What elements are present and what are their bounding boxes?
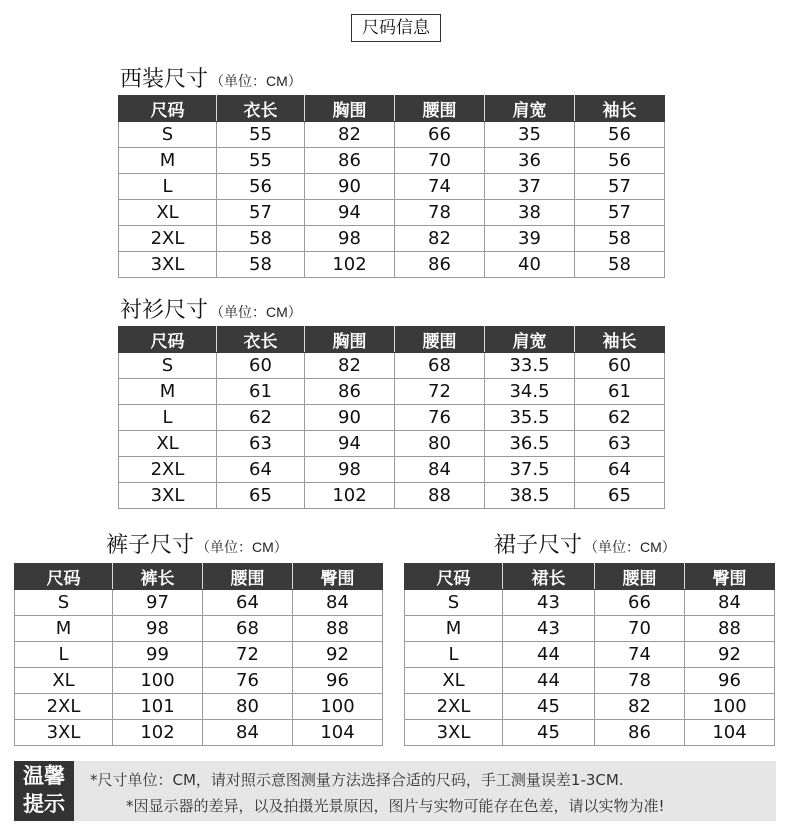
measurement-cell: 64 [203, 590, 293, 616]
measurement-cell: 72 [203, 642, 293, 668]
measurement-cell: 61 [217, 379, 305, 405]
size-cell: M [405, 616, 503, 642]
pants-unit-label: （单位：CM） [196, 539, 288, 555]
size-cell: L [15, 642, 113, 668]
measurement-cell: 72 [395, 379, 485, 405]
measurement-cell: 58 [217, 226, 305, 252]
measurement-cell: 84 [203, 720, 293, 746]
measurement-cell: 88 [685, 616, 775, 642]
size-cell: L [119, 405, 217, 431]
column-header: 衣长 [217, 96, 305, 122]
measurement-cell: 43 [503, 616, 595, 642]
measurement-cell: 56 [217, 174, 305, 200]
measurement-cell: 61 [575, 379, 665, 405]
notice-line-2: *因显示器的差异，以及拍摄光景原因，图片与实物可能存在色差，请以实物为准! [126, 797, 665, 815]
size-cell: S [405, 590, 503, 616]
column-header: 裙长 [503, 564, 595, 590]
measurement-cell: 76 [395, 405, 485, 431]
measurement-cell: 58 [217, 252, 305, 278]
table-row [15, 720, 383, 746]
notice-badge-line2: 提示 [23, 793, 65, 816]
size-cell: 3XL [119, 483, 217, 509]
table-header-row [119, 96, 665, 122]
shirt-size-table [118, 326, 665, 509]
size-cell: S [119, 353, 217, 379]
table-row [119, 226, 665, 252]
size-cell: XL [119, 431, 217, 457]
measurement-cell: 63 [575, 431, 665, 457]
column-header: 腰围 [595, 564, 685, 590]
shirt-title-text: 衬衫尺寸 [120, 297, 209, 322]
table-row [119, 353, 665, 379]
pants-section-title [106, 528, 288, 559]
measurement-cell: 86 [305, 148, 395, 174]
column-header: 尺码 [405, 564, 503, 590]
notice-badge [14, 761, 74, 821]
size-cell: 2XL [15, 694, 113, 720]
measurement-cell: 33.5 [485, 353, 575, 379]
size-cell: 2XL [405, 694, 503, 720]
measurement-cell: 90 [305, 405, 395, 431]
table-row [119, 483, 665, 509]
notice-badge-line1: 温馨 [23, 765, 65, 788]
measurement-cell: 58 [575, 226, 665, 252]
size-cell: XL [119, 200, 217, 226]
table-row [119, 405, 665, 431]
column-header: 袖长 [575, 327, 665, 353]
column-header: 腰围 [395, 327, 485, 353]
measurement-cell: 65 [217, 483, 305, 509]
measurement-cell: 84 [293, 590, 383, 616]
measurement-cell: 37 [485, 174, 575, 200]
size-cell: 2XL [119, 457, 217, 483]
table-row [405, 616, 775, 642]
measurement-cell: 88 [293, 616, 383, 642]
size-cell: M [15, 616, 113, 642]
measurement-cell: 65 [575, 483, 665, 509]
suit-title-text: 西装尺寸 [120, 66, 209, 91]
size-cell: 2XL [119, 226, 217, 252]
measurement-cell: 66 [595, 590, 685, 616]
table-row [119, 148, 665, 174]
measurement-cell: 44 [503, 642, 595, 668]
measurement-cell: 43 [503, 590, 595, 616]
measurement-cell: 74 [395, 174, 485, 200]
table-row [119, 200, 665, 226]
measurement-cell: 80 [395, 431, 485, 457]
measurement-cell: 84 [685, 590, 775, 616]
table-row [405, 720, 775, 746]
measurement-cell: 82 [305, 353, 395, 379]
size-cell: M [119, 148, 217, 174]
table-row [15, 590, 383, 616]
table-row [119, 457, 665, 483]
measurement-cell: 94 [305, 431, 395, 457]
table-row [405, 668, 775, 694]
page-title: 尺码信息 [351, 14, 441, 42]
measurement-cell: 101 [113, 694, 203, 720]
size-cell: XL [15, 668, 113, 694]
column-header: 肩宽 [485, 96, 575, 122]
column-header: 尺码 [15, 564, 113, 590]
measurement-cell: 60 [575, 353, 665, 379]
table-row [119, 252, 665, 278]
measurement-cell: 100 [293, 694, 383, 720]
measurement-cell: 86 [305, 379, 395, 405]
measurement-cell: 92 [685, 642, 775, 668]
measurement-cell: 102 [113, 720, 203, 746]
measurement-cell: 62 [575, 405, 665, 431]
measurement-cell: 34.5 [485, 379, 575, 405]
measurement-cell: 55 [217, 148, 305, 174]
measurement-cell: 99 [113, 642, 203, 668]
measurement-cell: 100 [113, 668, 203, 694]
measurement-cell: 96 [293, 668, 383, 694]
measurement-cell: 88 [395, 483, 485, 509]
measurement-cell: 100 [685, 694, 775, 720]
size-cell: 3XL [15, 720, 113, 746]
measurement-cell: 45 [503, 720, 595, 746]
size-cell: L [405, 642, 503, 668]
shirt-unit-label: （单位：CM） [210, 304, 302, 320]
measurement-cell: 66 [395, 122, 485, 148]
table-row [119, 122, 665, 148]
table-row [119, 174, 665, 200]
column-header: 臀围 [685, 564, 775, 590]
column-header: 臀围 [293, 564, 383, 590]
measurement-cell: 40 [485, 252, 575, 278]
measurement-cell: 78 [595, 668, 685, 694]
measurement-cell: 98 [113, 616, 203, 642]
measurement-cell: 44 [503, 668, 595, 694]
table-row [119, 431, 665, 457]
measurement-cell: 102 [305, 252, 395, 278]
measurement-cell: 36.5 [485, 431, 575, 457]
column-header: 肩宽 [485, 327, 575, 353]
measurement-cell: 64 [217, 457, 305, 483]
measurement-cell: 82 [395, 226, 485, 252]
measurement-cell: 90 [305, 174, 395, 200]
shirt-section-title [120, 293, 302, 324]
suit-unit-label: （单位：CM） [210, 73, 302, 89]
measurement-cell: 68 [203, 616, 293, 642]
measurement-cell: 102 [305, 483, 395, 509]
measurement-cell: 64 [575, 457, 665, 483]
table-row [15, 694, 383, 720]
measurement-cell: 74 [595, 642, 685, 668]
table-row [15, 668, 383, 694]
table-row [405, 590, 775, 616]
table-header-row [405, 564, 775, 590]
table-header-row [15, 564, 383, 590]
size-cell: S [119, 122, 217, 148]
measurement-cell: 86 [395, 252, 485, 278]
measurement-cell: 104 [293, 720, 383, 746]
skirt-title-text: 裙子尺寸 [494, 532, 583, 557]
measurement-cell: 55 [217, 122, 305, 148]
column-header: 裤长 [113, 564, 203, 590]
footer-notice [14, 761, 776, 821]
measurement-cell: 104 [685, 720, 775, 746]
measurement-cell: 36 [485, 148, 575, 174]
measurement-cell: 96 [685, 668, 775, 694]
skirt-size-table [404, 563, 775, 746]
measurement-cell: 97 [113, 590, 203, 616]
column-header: 腰围 [395, 96, 485, 122]
measurement-cell: 82 [305, 122, 395, 148]
measurement-cell: 98 [305, 226, 395, 252]
measurement-cell: 63 [217, 431, 305, 457]
column-header: 衣长 [217, 327, 305, 353]
measurement-cell: 94 [305, 200, 395, 226]
measurement-cell: 39 [485, 226, 575, 252]
measurement-cell: 57 [575, 174, 665, 200]
measurement-cell: 78 [395, 200, 485, 226]
column-header: 袖长 [575, 96, 665, 122]
skirt-section-title [494, 528, 676, 559]
measurement-cell: 70 [395, 148, 485, 174]
measurement-cell: 56 [575, 122, 665, 148]
measurement-cell: 45 [503, 694, 595, 720]
measurement-cell: 80 [203, 694, 293, 720]
table-row [15, 642, 383, 668]
measurement-cell: 38.5 [485, 483, 575, 509]
measurement-cell: 76 [203, 668, 293, 694]
measurement-cell: 62 [217, 405, 305, 431]
table-row [119, 379, 665, 405]
size-cell: S [15, 590, 113, 616]
measurement-cell: 98 [305, 457, 395, 483]
suit-size-table [118, 95, 665, 278]
pants-size-table [14, 563, 383, 746]
size-cell: 3XL [119, 252, 217, 278]
notice-line-1: *尺寸单位：CM，请对照示意图测量方法选择合适的尺码，手工测量误差1-3CM. [90, 771, 624, 789]
table-row [405, 642, 775, 668]
size-cell: L [119, 174, 217, 200]
column-header: 胸围 [305, 327, 395, 353]
table-header-row [119, 327, 665, 353]
size-cell: 3XL [405, 720, 503, 746]
size-cell: M [119, 379, 217, 405]
measurement-cell: 57 [575, 200, 665, 226]
measurement-cell: 58 [575, 252, 665, 278]
size-cell: XL [405, 668, 503, 694]
measurement-cell: 35 [485, 122, 575, 148]
table-row [405, 694, 775, 720]
measurement-cell: 92 [293, 642, 383, 668]
pants-title-text: 裤子尺寸 [106, 532, 195, 557]
measurement-cell: 60 [217, 353, 305, 379]
column-header: 腰围 [203, 564, 293, 590]
measurement-cell: 68 [395, 353, 485, 379]
skirt-unit-label: （单位：CM） [584, 539, 676, 555]
measurement-cell: 70 [595, 616, 685, 642]
measurement-cell: 56 [575, 148, 665, 174]
table-row [15, 616, 383, 642]
measurement-cell: 86 [595, 720, 685, 746]
measurement-cell: 84 [395, 457, 485, 483]
measurement-cell: 35.5 [485, 405, 575, 431]
measurement-cell: 82 [595, 694, 685, 720]
measurement-cell: 37.5 [485, 457, 575, 483]
column-header: 尺码 [119, 327, 217, 353]
measurement-cell: 57 [217, 200, 305, 226]
column-header: 尺码 [119, 96, 217, 122]
suit-section-title [120, 62, 302, 93]
measurement-cell: 38 [485, 200, 575, 226]
column-header: 胸围 [305, 96, 395, 122]
